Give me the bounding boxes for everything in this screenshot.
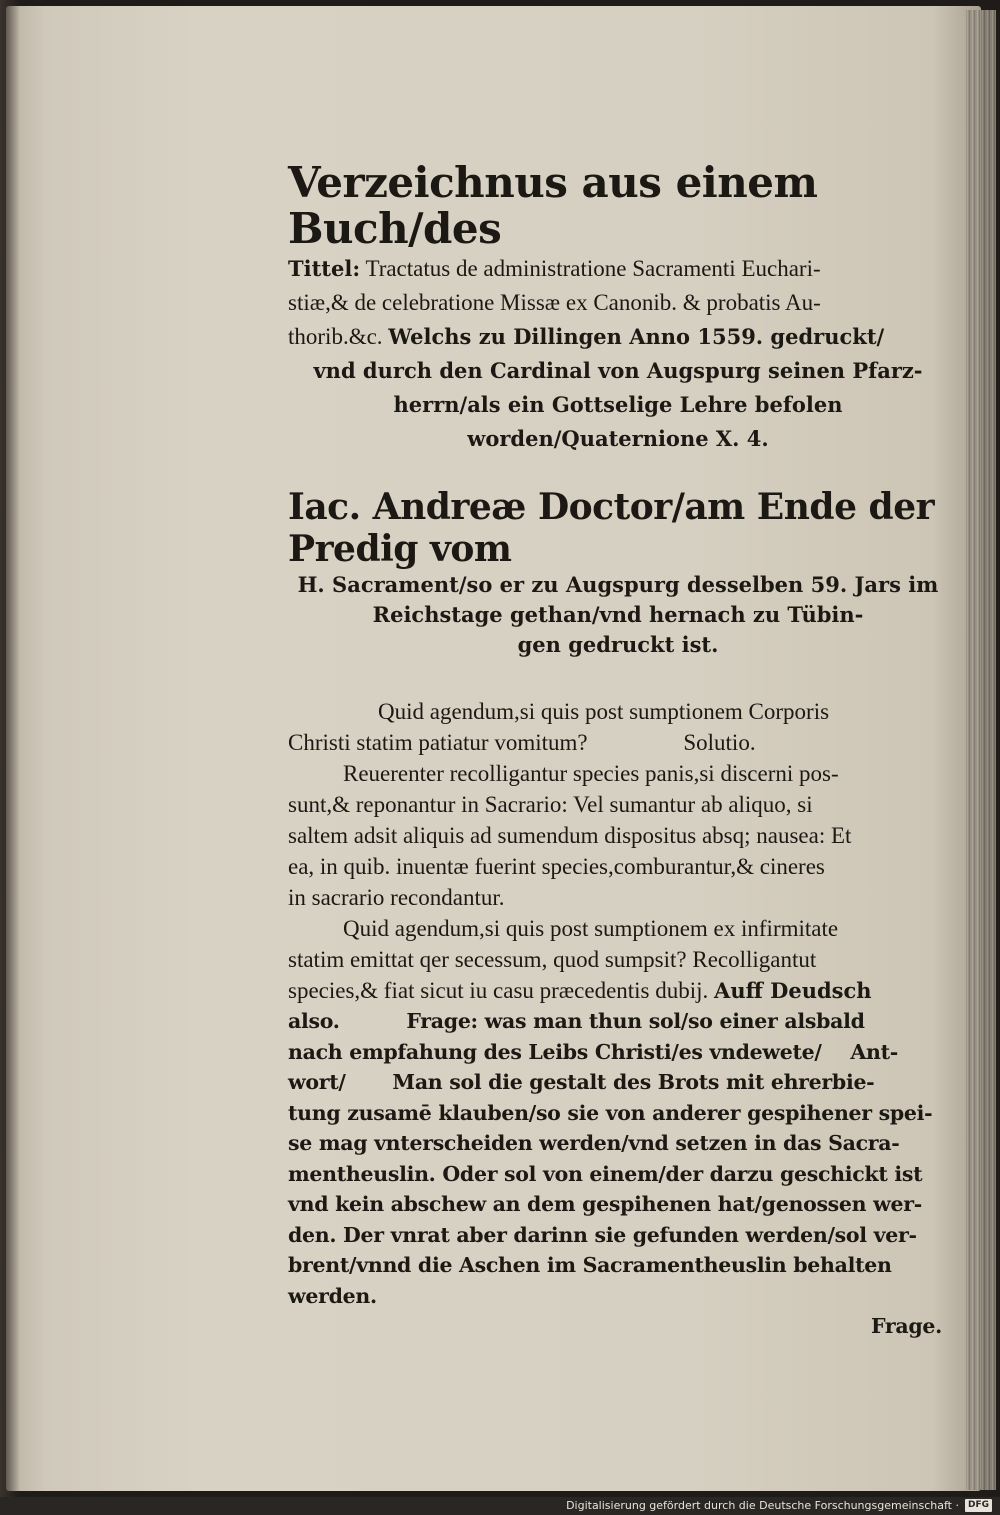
- german-line: [288, 1067, 948, 1098]
- german-line: werden.: [288, 1283, 377, 1308]
- latin-line: Quid agendum,si quis post sumptionem ex infirmitate: [343, 916, 839, 941]
- andreae-line-3: gen gedruckt ist.: [517, 632, 719, 657]
- german-line-part: Man sol die gestalt des Brots mit ehrerbie-: [392, 1070, 875, 1094]
- latin-line: statim emittat qer secessum, quod sumpsit? Recolligantut: [288, 947, 817, 972]
- latin-line: ea, in quib. inuentæ fuerint species,comburantur,& cineres: [288, 854, 825, 879]
- page-edges: [966, 10, 996, 1490]
- title-line-2: stiæ,& de celebratione Missæ ex Canonib. & probatis Au-: [288, 290, 821, 315]
- german-line: [288, 1006, 948, 1037]
- digitization-footer: [566, 1497, 992, 1513]
- latin-line: [288, 727, 948, 758]
- title-line-4: vnd durch den Cardinal von Augspurg seinen Pfarz-: [313, 358, 923, 383]
- latin-line: in sacrario recondantur.: [288, 885, 505, 910]
- tittel-label: Tittel:: [288, 256, 361, 281]
- frage-label: Frage: was man thun sol/so einer alsbald: [406, 1009, 865, 1033]
- german-passage: [288, 1006, 948, 1342]
- auff-deudsch: Auff Deudsch: [714, 978, 872, 1003]
- latin-line-part: species,& fiat sicut iu casu præcedentis dubij.: [288, 978, 709, 1003]
- antwort-label: Ant-: [850, 1039, 899, 1064]
- catchword: Frage.: [871, 1314, 942, 1338]
- andreae-line-1: H. Sacrament/so er zu Augspurg desselben 59. Jars im: [297, 572, 939, 597]
- latin-line: [288, 975, 948, 1006]
- german-line-part: also.: [288, 1009, 340, 1033]
- dfg-logo-icon: DFG: [965, 1499, 992, 1512]
- solutio-label: Solutio.: [683, 730, 756, 755]
- footer-credit: Digitalisierung gefördert durch die Deutsche Forschungsgemeinschaft ·: [566, 1498, 959, 1512]
- title-line-3: [288, 320, 948, 354]
- latin-passage: [288, 696, 948, 1006]
- german-line: tung zusamē klauben/so sie von anderer gespihener spei-: [288, 1100, 933, 1125]
- title-line-5: herrn/als ein Gottselige Lehre befolen: [393, 392, 843, 417]
- german-line: se mag vnterscheiden werden/vnd setzen in das Sacra-: [288, 1131, 900, 1155]
- german-line: [288, 1037, 948, 1068]
- german-line: vnd kein abschew an dem gespihenen hat/genossen wer-: [288, 1192, 922, 1216]
- german-line: den. Der vnrat aber darinn sie gefunden werden/sol ver-: [288, 1222, 917, 1247]
- latin-line: Quid agendum,si quis post sumptionem Corporis: [378, 699, 830, 724]
- latin-line: Reuerenter recolligantur species panis,si discerni pos-: [343, 761, 839, 786]
- spine-shadow: [0, 0, 20, 1497]
- andreae-line-2: Reichstage gethan/vnd hernach zu Tübin-: [372, 602, 864, 627]
- title-line-3-german: Welchs zu Dillingen Anno 1559. gedruckt/: [388, 324, 885, 349]
- german-line-part: nach empfahung des Leibs Christi/es vndewete/: [288, 1039, 822, 1064]
- title-line-3-latin: thorib.&c.: [288, 324, 383, 349]
- latin-line: sunt,& reponantur in Sacrario: Vel sumantur ab aliquo, si: [288, 792, 813, 817]
- latin-line: saltem adsit aliquis ad sumendum dispositus absq; nausea: Et: [288, 823, 852, 848]
- tittel-text: Tractatus de administratione Sacramenti Euchari-: [365, 256, 821, 281]
- page-text: [288, 160, 948, 1342]
- heading-verzeichnus: Verzeichnus aus einem Buch/des: [288, 158, 818, 253]
- german-line: mentheuslin. Oder sol von einem/der darzu geschickt ist: [288, 1161, 923, 1186]
- heading-andreae: Iac. Andreæ Doctor/am Ende der Predig vom: [288, 486, 935, 570]
- title-line-1: [288, 252, 948, 286]
- title-line-6: worden/Quaternione X. 4.: [467, 426, 769, 451]
- andreae-subheading: [288, 570, 948, 660]
- german-line-part: wort/: [288, 1070, 346, 1094]
- german-line: brent/vnnd die Aschen im Sacramentheuslin behalten: [288, 1253, 892, 1277]
- latin-line-part: Christi statim patiatur vomitum?: [288, 730, 588, 755]
- title-block: [288, 252, 948, 456]
- title-block-centered: [288, 354, 948, 456]
